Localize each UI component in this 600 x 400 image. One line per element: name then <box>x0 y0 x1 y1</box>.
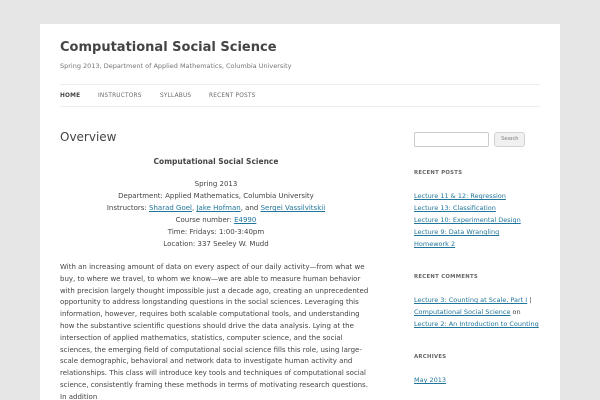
recent-comments-list <box>414 294 544 330</box>
list-item <box>414 226 544 238</box>
list-item <box>414 374 544 386</box>
recent-posts-list <box>414 190 544 250</box>
site-title[interactable]: Computational Social Science <box>60 40 277 55</box>
course-info <box>60 156 372 250</box>
search-form <box>414 132 544 147</box>
instructors-label: Instructors: <box>106 204 147 212</box>
nav-item-home[interactable]: HOME <box>60 93 81 99</box>
page-title: Overview <box>60 130 117 144</box>
nav-item-instructors[interactable]: INSTRUCTORS <box>98 93 142 99</box>
course-time: Time: Fridays: 1:00-3:40pm <box>167 228 265 236</box>
nav-item-recent-posts[interactable]: RECENT POSTS <box>209 93 256 99</box>
archives-heading: ARCHIVES <box>414 354 447 360</box>
recent-posts-heading: RECENT POSTS <box>414 170 463 176</box>
site-description: Spring 2013, Department of Applied Mathematics, Columbia University <box>60 62 292 70</box>
comment-author-link[interactable]: Computational Social Science <box>414 308 511 316</box>
course-instructors <box>60 202 372 214</box>
list-item <box>414 306 544 318</box>
recent-post-link[interactable]: Lecture 13: Classification <box>414 204 496 212</box>
instructor-separator: , <box>192 204 195 212</box>
main-navigation <box>60 84 540 107</box>
instructor-link-vassilvitskii[interactable]: Sergei Vassilvitskii <box>260 204 326 212</box>
list-item <box>414 318 544 330</box>
recent-comments-heading: RECENT COMMENTS <box>414 274 479 280</box>
page-container <box>40 24 560 400</box>
sidebar <box>414 132 544 386</box>
instructor-separator: , and <box>240 204 259 212</box>
comment-separator: | <box>527 296 532 304</box>
search-button[interactable]: Search <box>494 132 525 147</box>
course-number-label: Course number: <box>175 216 232 224</box>
instructor-link-goel[interactable]: Sharad Goel <box>149 204 192 212</box>
recent-post-link[interactable]: Homework 2 <box>414 240 456 248</box>
instructor-link-hofman[interactable]: Jake Hofman <box>196 204 241 212</box>
course-term: Spring 2013 <box>194 180 238 188</box>
list-item <box>414 294 544 306</box>
archives-list <box>414 374 544 386</box>
list-item <box>414 214 544 226</box>
course-location: Location: 337 Seeley W. Mudd <box>163 240 269 248</box>
search-input[interactable] <box>414 132 489 147</box>
overview-paragraph: With an increasing amount of data on every aspect of our daily activity—from what we buy, to where we travel, to whom we know—we are able to measure human behavior with precision largely thought impossible just a decade ago, creating an unprecedented opportunity to address longstanding questions in the social sciences. Leveraging this information, however, requires both scalable computational tools, and understanding how the substantive scientific questions should drive the data analysis. Lying at the intersection of applied mathematics, statistics, computer science, and the social sciences, the emerging field of computational social science fills this role, using large-scale demographic, behavioral and network data to investigate human activity and relationships. This class will introduce key tools and techniques of computational social science, consistently framing these methods in terms of motivating research questions. In addition <box>60 263 369 400</box>
list-item <box>414 202 544 214</box>
nav-item-syllabus[interactable]: SYLLABUS <box>160 93 192 99</box>
archive-link[interactable]: May 2013 <box>414 376 447 384</box>
course-department: Department: Applied Mathematics, Columbia University <box>118 192 314 200</box>
list-item <box>414 238 544 250</box>
course-number-link[interactable]: E4990 <box>234 216 257 224</box>
course-number <box>60 214 372 226</box>
comment-on-text: on <box>510 308 521 316</box>
main-content <box>60 130 372 400</box>
comment-post-link[interactable]: Lecture 3: Counting at Scale, Part I <box>414 296 528 304</box>
course-title: Computational Social Science <box>153 157 279 166</box>
comment-post-link[interactable]: Lecture 2: An Introduction to Counting <box>414 320 539 328</box>
recent-post-link[interactable]: Lecture 11 & 12: Regression <box>414 192 506 200</box>
list-item <box>414 190 544 202</box>
recent-post-link[interactable]: Lecture 9: Data Wrangling <box>414 228 500 236</box>
recent-post-link[interactable]: Lecture 10: Experimental Design <box>414 216 521 224</box>
